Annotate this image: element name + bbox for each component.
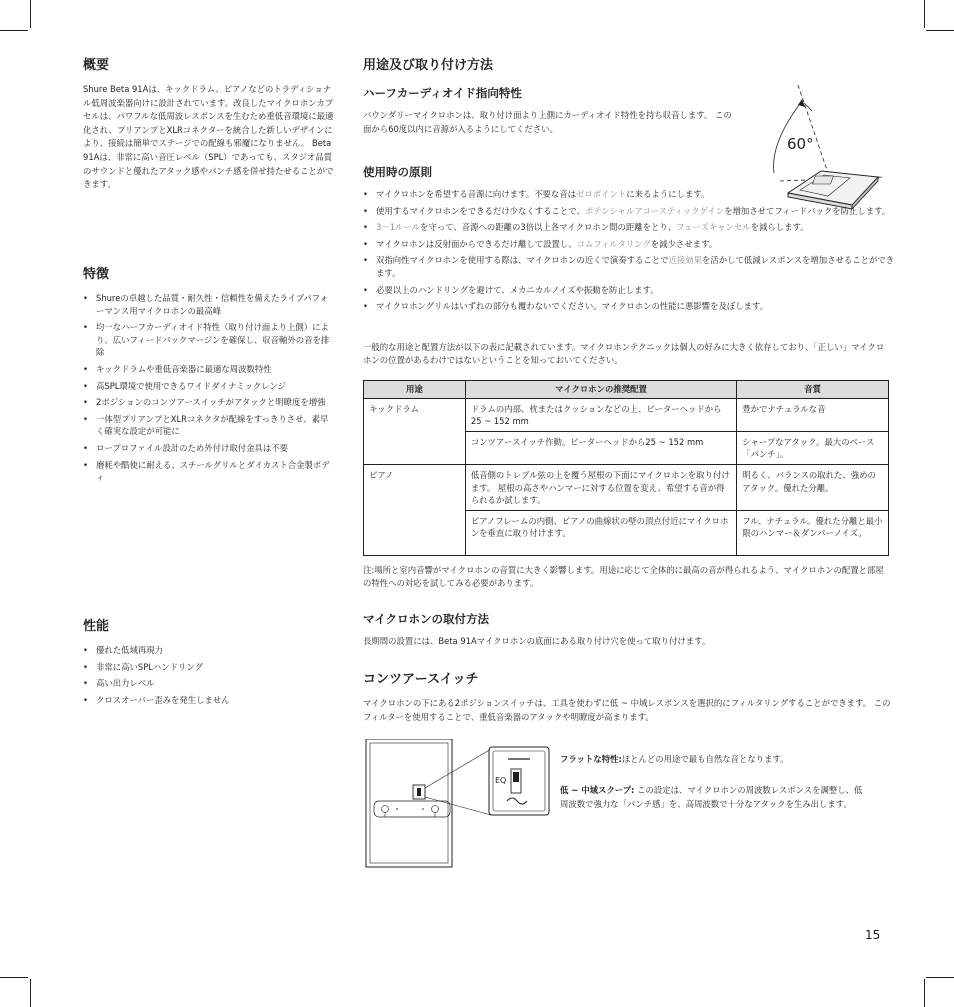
eq-label: EQ bbox=[495, 775, 507, 785]
scoop-description: 低 ~ 中域スクープ: この設定は、マイクロホンの周波数レスポンスを調整し、低周波数で強力な「パンチ感」を、高周波数で十分なアタックを生み出します。 bbox=[560, 785, 863, 809]
features-title: 特徴 bbox=[83, 267, 110, 282]
table-cell: 低音側のトレブル弦の上を覆う屋根の下面にマイクロホンを取り付けます。 屋根の高さやハンマーに対する位置を変え、希望する音が得られるか試します。 bbox=[465, 464, 736, 510]
mounting-title: マイクロホンの取付方法 bbox=[363, 611, 490, 626]
contour-descriptions bbox=[560, 753, 870, 812]
list-item: • Shureの卓越した品質・耐久性・信頼性を備えたライブパフォーマンス用マイクロホンの最高峰 bbox=[83, 292, 335, 317]
table-cell: フル、ナチュラル。優れた分離と最小限のハンマー＆ダンパーノイズ。 bbox=[737, 510, 889, 555]
performance-section bbox=[83, 615, 335, 706]
right-column bbox=[363, 54, 895, 879]
principles-list bbox=[363, 188, 898, 313]
left-column bbox=[83, 54, 335, 710]
contour-title: コンツアースイッチ bbox=[363, 672, 479, 688]
crop-mark bbox=[924, 0, 925, 28]
overview-section bbox=[83, 54, 335, 263]
list-item: • クロスオーバー歪みを発生しません bbox=[83, 694, 335, 707]
crop-mark bbox=[30, 0, 31, 28]
usage-title: 用途及び取り付け方法 bbox=[363, 58, 494, 73]
polar-pattern-block bbox=[363, 85, 891, 153]
mounting-text: 長期間の設置には、Beta 91Aマイクロホンの底面にある取り付け穴を使って取り付けます。 bbox=[363, 635, 711, 646]
list-item: • 3－1ルールを守って、音源への距離の3倍以上各マイクロホン間の距離をとり、フェーズキャンセルを減らします。 bbox=[363, 221, 898, 234]
principles-title: 使用時の原則 bbox=[363, 165, 432, 179]
overview-text: Shure Beta 91Aは、キックドラム、ピアノなどのトラディショナル低周波楽器向けに設計されています。改良したマイクロホンカプセルは、パワフルな低周波レスポンスを生むため重低音環境に最適化され、プリアンプとXLRコネクターを統合した新しいデザインにより、接続は簡単でステージでの配線も邪魔になりません。 Beta 91Aは、非常に高い音圧レベル（SPL）であっても、スタジオ品質のサウンドと優れたアタック感やパンチ感を併せ持たせることができます。 bbox=[83, 84, 334, 190]
page-number: 15 bbox=[865, 928, 881, 942]
usage-note: 注:場所と室内音響がマイクロホンの音質に大きく影響します。用途に応じて全体的に最高の音が得られるよう、マイクロホンの配置と部屋の特性への対応を試してみる必要があります。 bbox=[363, 564, 884, 589]
table-row bbox=[364, 398, 889, 431]
contour-switch-diagram bbox=[363, 739, 555, 869]
polar-text: バウンダリーマイクロホンは、取り付け面より上側にカーディオイド特性を持ち収音します。 この面から60度以内に音源が入るようにしてください。 bbox=[363, 110, 732, 134]
list-item: • 均一なハーフカーディオイド特性（取り付け面より上側）により、広いフィードバックマージンを確保し、収音軸外の音を排除 bbox=[83, 321, 335, 359]
crop-mark bbox=[30, 979, 31, 1007]
table-header: 音質 bbox=[737, 380, 889, 398]
overview-title: 概要 bbox=[83, 58, 110, 73]
contour-text: マイクロホンの下にある2ポジションスイッチは、工具を使わずに低 ~ 中域レスポンスを選択的にフィルタリングすることができます。 このフィルターを使用することで、重低音楽器のアタックや明瞭度が高まります。 bbox=[363, 698, 891, 723]
table-cell: ピアノ bbox=[364, 464, 466, 555]
table-cell: ドラムの内部、枕またはクッションなどの上、ビーターヘッドから25 ~ 152 mm bbox=[465, 398, 736, 431]
usage-intro: 一般的な用途と配置方法が以下の表に記載されています。マイクロホンテクニックは個人の好みに大きく依存しており、「正しい」マイクロホンの位置があるわけではないということを知っておいてください。 bbox=[363, 341, 885, 366]
table-header: マイクロホンの推奨配置 bbox=[465, 380, 736, 398]
performance-list bbox=[83, 644, 335, 706]
crop-mark bbox=[0, 977, 28, 978]
table-cell: コンツアースイッチ作動。ビーターヘッドから25 ~ 152 mm bbox=[465, 431, 736, 464]
list-item: • マイクロホングリルはいずれの部分も覆わないでください。マイクロホンの性能に悪影響を及ぼします。 bbox=[363, 300, 898, 313]
list-item: • 必要以上のハンドリングを避けて、メカニカルノイズや振動を防止します。 bbox=[363, 284, 898, 297]
table-cell: シャープなアタック。最大のベース「パンチ」。 bbox=[737, 431, 889, 464]
contour-switch-block bbox=[363, 739, 891, 879]
list-item: • 一体型プリアンプとXLRコネクタが配線をすっきりさせ、素早く確実な設定が可能に bbox=[83, 413, 335, 438]
angle-label: 60° bbox=[787, 135, 814, 153]
crop-mark bbox=[924, 979, 925, 1007]
flat-description: フラットな特性:ほとんどの用途で最も自然な音となります。 bbox=[560, 753, 789, 764]
placement-table bbox=[363, 380, 889, 556]
features-list bbox=[83, 292, 335, 484]
list-item: • マイクロホンを希望する音源に向けます。不要な音はゼロポイントに来るようにします。 bbox=[363, 188, 898, 201]
polar-title: ハーフカーディオイド指向特性 bbox=[363, 86, 522, 100]
features-section bbox=[83, 263, 335, 615]
list-item: • 非常に高いSPLハンドリング bbox=[83, 661, 335, 674]
list-item: • 優れた低域再現力 bbox=[83, 644, 335, 657]
list-item: • キックドラムや重低音楽器に最適な周波数特性 bbox=[83, 363, 335, 376]
table-cell: ピアノフレームの内側、ピアノの曲線状の壁の頂点付近にマイクロホンを垂直に取り付けます。 bbox=[465, 510, 736, 555]
list-item: • 2ポジションのコンツアースイッチがアタックと明瞭度を増強 bbox=[83, 396, 335, 409]
table-row bbox=[364, 464, 889, 510]
list-item: • 使用するマイクロホンをできるだけ少なくすることで、ポテンシャルアコースティックゲインを増加させてフィードバックを防止します。 bbox=[363, 205, 898, 218]
table-header-row bbox=[364, 380, 889, 398]
list-item: • 高い出力レベル bbox=[83, 677, 335, 690]
crop-mark bbox=[0, 30, 28, 31]
list-item: • 双指向性マイクロホンを使用する際は、マイクロホンの近くで演奏することで近接効果を活かして低減レスポンスを増加させることができます。 bbox=[363, 254, 898, 279]
table-cell: 豊かでナチュラルな音 bbox=[737, 398, 889, 431]
performance-title: 性能 bbox=[83, 619, 110, 634]
crop-mark bbox=[926, 30, 954, 31]
list-item: • マイクロホンは反射面からできるだけ離して設置し、コムフィルタリングを減少させます。 bbox=[363, 238, 898, 251]
crop-mark bbox=[926, 977, 954, 978]
table-cell: キックドラム bbox=[364, 398, 466, 464]
list-item: • 高SPL環境で使用できるワイドダイナミックレンジ bbox=[83, 380, 335, 393]
list-item: • 磨耗や酷使に耐える、スチールグリルとダイカスト合金製ボディ bbox=[83, 459, 335, 484]
table-header: 用途 bbox=[364, 380, 466, 398]
list-item: • ロープロファイル設計のため外付け取付金具は不要 bbox=[83, 442, 335, 455]
table-cell: 明るく、バランスの取れた、強めのアタック。優れた分離。 bbox=[737, 464, 889, 510]
